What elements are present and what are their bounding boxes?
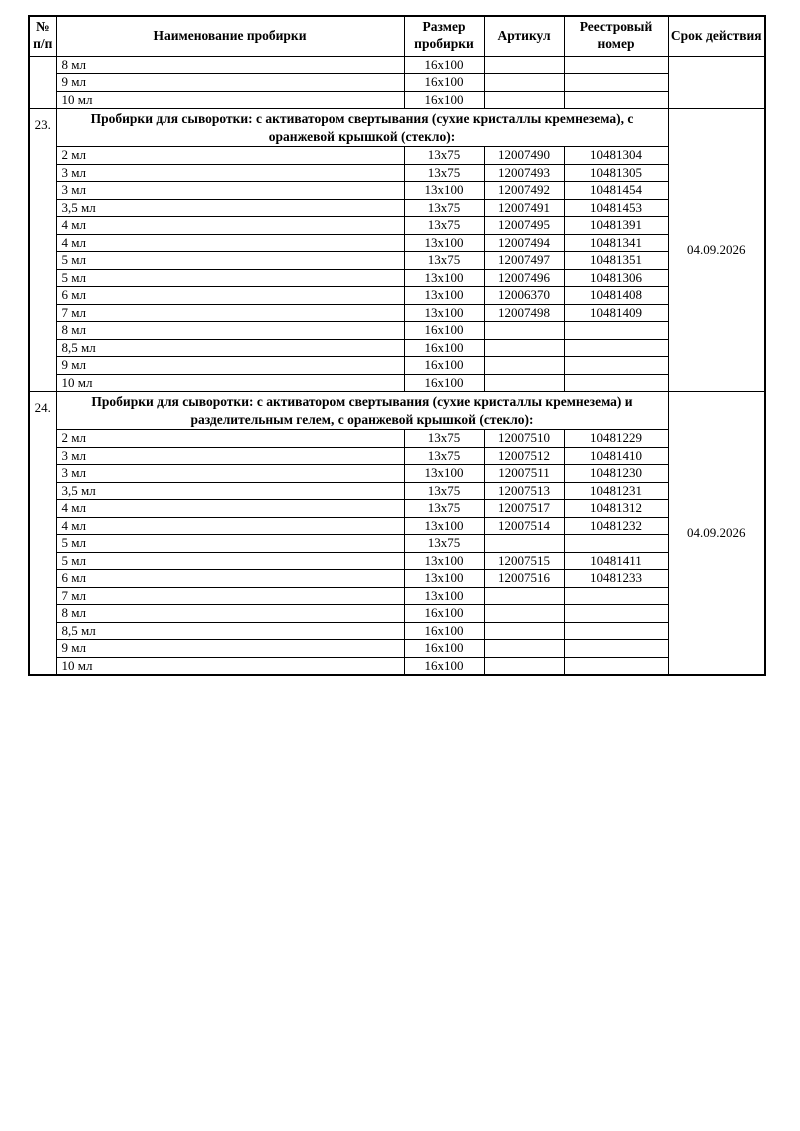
tube-name-cell: 7 мл xyxy=(56,587,404,605)
registry-cell xyxy=(564,657,668,675)
tube-size-cell: 16x100 xyxy=(404,605,484,623)
tube-size-cell: 13x100 xyxy=(404,552,484,570)
tube-size-cell: 16x100 xyxy=(404,657,484,675)
tube-size-cell: 13x100 xyxy=(404,182,484,200)
data-row xyxy=(29,217,765,235)
data-row xyxy=(29,199,765,217)
registry-cell xyxy=(564,91,668,109)
data-row xyxy=(29,357,765,375)
tube-name-cell: 4 мл xyxy=(56,234,404,252)
section-number-cell: 24. xyxy=(29,392,56,675)
registry-cell: 10481454 xyxy=(564,182,668,200)
article-cell: 12007511 xyxy=(484,465,564,483)
validity-date-cell: 04.09.2026 xyxy=(668,392,765,675)
data-row xyxy=(29,56,765,74)
tube-name-cell: 10 мл xyxy=(56,91,404,109)
data-row xyxy=(29,74,765,92)
article-cell xyxy=(484,622,564,640)
data-row xyxy=(29,500,765,518)
article-cell xyxy=(484,657,564,675)
tube-size-cell: 16x100 xyxy=(404,322,484,340)
col-header-article: Артикул xyxy=(484,16,564,56)
data-row xyxy=(29,587,765,605)
data-row xyxy=(29,164,765,182)
article-cell: 12007512 xyxy=(484,447,564,465)
article-cell: 12006370 xyxy=(484,287,564,305)
registry-cell: 10481391 xyxy=(564,217,668,235)
tube-name-cell: 2 мл xyxy=(56,430,404,448)
data-row xyxy=(29,304,765,322)
data-row xyxy=(29,322,765,340)
tube-name-cell: 3 мл xyxy=(56,182,404,200)
registry-cell xyxy=(564,374,668,392)
article-cell xyxy=(484,535,564,553)
registry-cell: 10481453 xyxy=(564,199,668,217)
data-row xyxy=(29,269,765,287)
registry-cell: 10481233 xyxy=(564,570,668,588)
tube-size-cell: 13x100 xyxy=(404,517,484,535)
tube-name-cell: 7 мл xyxy=(56,304,404,322)
tube-name-cell: 9 мл xyxy=(56,357,404,375)
tube-name-cell: 8 мл xyxy=(56,56,404,74)
registry-cell xyxy=(564,640,668,658)
tube-name-cell: 5 мл xyxy=(56,552,404,570)
table-body xyxy=(29,56,765,675)
tube-name-cell: 3 мл xyxy=(56,465,404,483)
tube-size-cell: 13x75 xyxy=(404,217,484,235)
article-cell: 12007515 xyxy=(484,552,564,570)
tube-size-cell: 13x75 xyxy=(404,500,484,518)
data-row xyxy=(29,147,765,165)
table-header-row xyxy=(29,16,765,56)
data-row xyxy=(29,640,765,658)
tube-size-cell: 13x100 xyxy=(404,269,484,287)
tube-name-cell: 3,5 мл xyxy=(56,199,404,217)
validity-date-cell: 04.09.2026 xyxy=(668,109,765,392)
article-cell: 12007495 xyxy=(484,217,564,235)
registry-cell: 10481409 xyxy=(564,304,668,322)
registry-cell: 10481410 xyxy=(564,447,668,465)
registry-cell xyxy=(564,339,668,357)
section-header-row xyxy=(29,109,765,147)
tube-size-cell: 13x75 xyxy=(404,535,484,553)
tube-spec-table xyxy=(28,15,766,676)
data-row xyxy=(29,430,765,448)
data-row xyxy=(29,605,765,623)
article-cell xyxy=(484,322,564,340)
row-number-cell xyxy=(29,56,56,109)
article-cell xyxy=(484,640,564,658)
article-cell xyxy=(484,374,564,392)
registry-cell xyxy=(564,622,668,640)
article-cell: 12007493 xyxy=(484,164,564,182)
article-cell: 12007497 xyxy=(484,252,564,270)
tube-name-cell: 8,5 мл xyxy=(56,622,404,640)
registry-cell: 10481408 xyxy=(564,287,668,305)
registry-cell: 10481306 xyxy=(564,269,668,287)
tube-size-cell: 16x100 xyxy=(404,91,484,109)
tube-name-cell: 3,5 мл xyxy=(56,482,404,500)
data-row xyxy=(29,552,765,570)
tube-name-cell: 6 мл xyxy=(56,287,404,305)
section-header-row xyxy=(29,392,765,430)
tube-size-cell: 13x100 xyxy=(404,570,484,588)
tube-size-cell: 16x100 xyxy=(404,56,484,74)
data-row xyxy=(29,182,765,200)
registry-cell: 10481304 xyxy=(564,147,668,165)
registry-cell: 10481351 xyxy=(564,252,668,270)
registry-cell xyxy=(564,322,668,340)
tube-name-cell: 5 мл xyxy=(56,252,404,270)
tube-name-cell: 8 мл xyxy=(56,322,404,340)
tube-name-cell: 4 мл xyxy=(56,500,404,518)
article-cell xyxy=(484,587,564,605)
data-row xyxy=(29,374,765,392)
data-row xyxy=(29,339,765,357)
registry-cell: 10481411 xyxy=(564,552,668,570)
article-cell: 12007517 xyxy=(484,500,564,518)
tube-size-cell: 16x100 xyxy=(404,357,484,375)
tube-name-cell: 5 мл xyxy=(56,535,404,553)
data-row xyxy=(29,622,765,640)
section-number-cell: 23. xyxy=(29,109,56,392)
col-header-tube-name: Наименование пробирки xyxy=(56,16,404,56)
tube-name-cell: 4 мл xyxy=(56,517,404,535)
validity-date-cell xyxy=(668,56,765,109)
col-header-validity: Срок действия xyxy=(668,16,765,56)
article-cell xyxy=(484,339,564,357)
registry-cell: 10481341 xyxy=(564,234,668,252)
data-row xyxy=(29,570,765,588)
data-row xyxy=(29,657,765,675)
registry-cell xyxy=(564,357,668,375)
article-cell: 12007510 xyxy=(484,430,564,448)
article-cell xyxy=(484,605,564,623)
article-cell: 12007516 xyxy=(484,570,564,588)
col-header-registry: Реестровый номер xyxy=(564,16,668,56)
tube-name-cell: 5 мл xyxy=(56,269,404,287)
data-row xyxy=(29,482,765,500)
data-row xyxy=(29,517,765,535)
tube-size-cell: 13x75 xyxy=(404,482,484,500)
data-row xyxy=(29,287,765,305)
registry-cell xyxy=(564,535,668,553)
tube-name-cell: 9 мл xyxy=(56,74,404,92)
registry-cell xyxy=(564,56,668,74)
tube-size-cell: 13x100 xyxy=(404,465,484,483)
data-row xyxy=(29,447,765,465)
tube-name-cell: 8,5 мл xyxy=(56,339,404,357)
tube-size-cell: 13x75 xyxy=(404,147,484,165)
article-cell: 12007496 xyxy=(484,269,564,287)
registry-cell xyxy=(564,587,668,605)
tube-name-cell: 9 мл xyxy=(56,640,404,658)
data-row xyxy=(29,535,765,553)
tube-size-cell: 16x100 xyxy=(404,640,484,658)
article-cell: 12007498 xyxy=(484,304,564,322)
article-cell xyxy=(484,357,564,375)
article-cell: 12007494 xyxy=(484,234,564,252)
tube-name-cell: 6 мл xyxy=(56,570,404,588)
registry-cell: 10481232 xyxy=(564,517,668,535)
registry-cell: 10481231 xyxy=(564,482,668,500)
tube-name-cell: 4 мл xyxy=(56,217,404,235)
tube-size-cell: 13x100 xyxy=(404,234,484,252)
tube-name-cell: 10 мл xyxy=(56,657,404,675)
tube-size-cell: 13x75 xyxy=(404,252,484,270)
tube-name-cell: 8 мл xyxy=(56,605,404,623)
data-row xyxy=(29,234,765,252)
tube-size-cell: 13x100 xyxy=(404,587,484,605)
tube-name-cell: 10 мл xyxy=(56,374,404,392)
tube-size-cell: 16x100 xyxy=(404,622,484,640)
tube-size-cell: 16x100 xyxy=(404,374,484,392)
tube-size-cell: 13x75 xyxy=(404,164,484,182)
registry-cell: 10481230 xyxy=(564,465,668,483)
article-cell xyxy=(484,91,564,109)
registry-cell: 10481312 xyxy=(564,500,668,518)
tube-size-cell: 13x75 xyxy=(404,199,484,217)
tube-size-cell: 13x100 xyxy=(404,304,484,322)
registry-cell xyxy=(564,74,668,92)
tube-name-cell: 3 мл xyxy=(56,447,404,465)
data-row xyxy=(29,252,765,270)
article-cell: 12007492 xyxy=(484,182,564,200)
tube-size-cell: 16x100 xyxy=(404,74,484,92)
article-cell: 12007514 xyxy=(484,517,564,535)
article-cell: 12007513 xyxy=(484,482,564,500)
tube-size-cell: 13x100 xyxy=(404,287,484,305)
article-cell: 12007491 xyxy=(484,199,564,217)
data-row xyxy=(29,91,765,109)
data-row xyxy=(29,465,765,483)
tube-size-cell: 13x75 xyxy=(404,430,484,448)
article-cell xyxy=(484,74,564,92)
section-title-cell: Пробирки для сыворотки: с активатором свертывания (сухие кристаллы кремнезема) и разделительным гелем, с оранжевой крышкой (стекло): xyxy=(56,392,668,430)
article-cell: 12007490 xyxy=(484,147,564,165)
article-cell xyxy=(484,56,564,74)
registry-cell: 10481229 xyxy=(564,430,668,448)
section-title-cell: Пробирки для сыворотки: с активатором свертывания (сухие кристаллы кремнезема), с оранжевой крышкой (стекло): xyxy=(56,109,668,147)
registry-cell: 10481305 xyxy=(564,164,668,182)
tube-name-cell: 3 мл xyxy=(56,164,404,182)
tube-size-cell: 13x75 xyxy=(404,447,484,465)
col-header-row-number: № п/п xyxy=(29,16,56,56)
col-header-tube-size: Размер пробирки xyxy=(404,16,484,56)
tube-size-cell: 16x100 xyxy=(404,339,484,357)
tube-name-cell: 2 мл xyxy=(56,147,404,165)
registry-cell xyxy=(564,605,668,623)
